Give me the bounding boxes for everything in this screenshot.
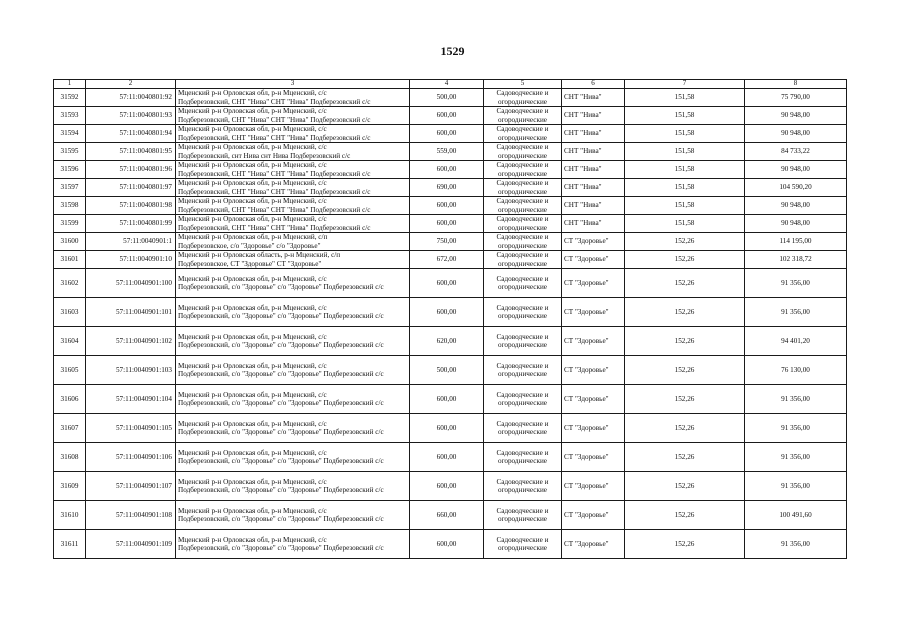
organization-cell: СТ "Здоровье" [562,298,625,327]
address-cell [176,327,410,356]
address-line-1: Мценский р-н Орловская обл, р-н Мценский, с/с [178,143,327,152]
rate-cell: 152,26 [625,472,745,501]
organization-cell: СТ "Здоровье" [562,501,625,530]
column-header-5: 5 [484,80,562,89]
rate-cell: 152,26 [625,233,745,251]
address-line-1: Мценский р-н Орловская обл, р-н Мценский, с/с [178,506,327,515]
land-use-line-1: Садоводческие и [496,477,549,486]
land-use-line-2: огороднические [498,241,547,250]
table-row [54,385,847,414]
organization-cell: СТ "Здоровье" [562,233,625,251]
cadastral-number-cell: 57:11:0040901:100 [86,269,176,298]
land-use-line-1: Садоводческие и [496,197,549,206]
row-number-cell: 31593 [54,107,86,125]
address-line-2: Подберезовский, СНТ "Нива" СНТ "Нива" Подберезовский с/с [178,187,371,196]
address-cell [176,179,410,197]
row-number-cell: 31596 [54,161,86,179]
rate-cell: 152,26 [625,251,745,269]
area-cell: 600,00 [410,414,484,443]
land-use-line-1: Садоводческие и [496,390,549,399]
cadastral-number-cell: 57:11:0040901:107 [86,472,176,501]
address-line-2: Подберезовский, с/о "Здоровье" с/о "Здоровье" Подберезовский с/с [178,283,384,291]
row-number-cell: 31610 [54,501,86,530]
row-number-cell: 31592 [54,89,86,107]
organization-cell: СТ "Здоровье" [562,414,625,443]
organization-cell: СНТ "Нива" [562,143,625,161]
area-cell: 600,00 [410,197,484,215]
row-number-cell: 31606 [54,385,86,414]
land-registry-table [53,79,847,559]
area-cell: 620,00 [410,327,484,356]
address-line-1: Мценский р-н Орловская обл, р-н Мценский, с/с [178,332,327,341]
cadastral-value-cell: 91 356,00 [745,298,847,327]
table-row [54,327,847,356]
cadastral-value-cell: 91 356,00 [745,530,847,559]
organization-cell: СНТ "Нива" [562,215,625,233]
table-row [54,530,847,559]
rate-cell: 151,58 [625,179,745,197]
table-row [54,472,847,501]
rate-cell: 151,58 [625,89,745,107]
row-number-cell: 31598 [54,197,86,215]
area-cell: 559,00 [410,143,484,161]
row-number-cell: 31609 [54,472,86,501]
cadastral-value-cell: 91 356,00 [745,414,847,443]
table-row [54,414,847,443]
area-cell: 600,00 [410,443,484,472]
table-row [54,298,847,327]
address-line-2: Подберезовский, с/о "Здоровье" с/о "Здоровье" Подберезовский с/с [178,486,384,494]
cadastral-number-cell: 57:11:0040901:101 [86,298,176,327]
land-use-line-1: Садоводческие и [496,89,549,98]
address-line-1: Мценский р-н Орловская обл, р-н Мценский, с/с [178,448,327,457]
address-line-1: Мценский р-н Орловская обл, р-н Мценский, с/с [178,125,327,134]
land-use-line-2: огороднические [498,259,547,268]
address-cell [176,233,410,251]
organization-cell: СНТ "Нива" [562,197,625,215]
cadastral-number-cell: 57:11:0040801:93 [86,107,176,125]
rate-cell: 151,58 [625,107,745,125]
table-row [54,125,847,143]
land-use-cell [484,89,562,107]
cadastral-value-cell: 90 948,00 [745,197,847,215]
address-line-2: Подберезовский, СНТ "Нива" СНТ "Нива" Подберезовский с/с [178,133,371,142]
land-use-line-1: Садоводческие и [496,161,549,170]
row-number-cell: 31597 [54,179,86,197]
area-cell: 600,00 [410,161,484,179]
land-use-line-1: Садоводческие и [496,179,549,188]
land-use-cell [484,179,562,197]
address-cell [176,125,410,143]
row-number-cell: 31602 [54,269,86,298]
land-use-line-2: огороднические [498,283,547,291]
land-use-cell [484,269,562,298]
area-cell: 500,00 [410,89,484,107]
address-line-1: Мценский р-н Орловская обл, р-н Мценский, с/с [178,390,327,399]
address-line-1: Мценский р-н Орловская обл, р-н Мценский, с/с [178,419,327,428]
address-line-1: Мценский р-н Орловская обл, р-н Мценский, с/с [178,161,327,170]
address-cell [176,298,410,327]
row-number-cell: 31611 [54,530,86,559]
cadastral-value-cell: 91 356,00 [745,472,847,501]
cadastral-number-cell: 57:11:0040901:103 [86,356,176,385]
address-cell [176,443,410,472]
column-header-7: 7 [625,80,745,89]
land-use-line-2: огороднические [498,97,547,106]
cadastral-value-cell: 76 130,00 [745,356,847,385]
address-line-2: Подберезовский, с/о "Здоровье" с/о "Здоровье" Подберезовский с/с [178,544,384,552]
column-header-3: 3 [176,80,410,89]
cadastral-number-cell: 57:11:0040901:105 [86,414,176,443]
cadastral-value-cell: 75 790,00 [745,89,847,107]
land-use-line-2: огороднические [498,187,547,196]
land-use-line-2: огороднические [498,341,547,349]
cadastral-number-cell: 57:11:0040901:106 [86,443,176,472]
rate-cell: 152,26 [625,269,745,298]
cadastral-value-cell: 94 401,20 [745,327,847,356]
row-number-cell: 31605 [54,356,86,385]
column-header-1: 1 [54,80,86,89]
address-cell [176,501,410,530]
land-use-line-1: Садоводческие и [496,143,549,152]
table-row [54,356,847,385]
table-row [54,161,847,179]
land-use-line-2: огороднические [498,205,547,214]
address-cell [176,107,410,125]
address-line-1: Мценский р-н Орловская обл, р-н Мценский, с/с [178,361,327,370]
table-row [54,197,847,215]
rate-cell: 151,58 [625,197,745,215]
organization-cell: СТ "Здоровье" [562,356,625,385]
land-use-line-2: огороднические [498,312,547,320]
land-use-cell [484,385,562,414]
land-use-line-1: Садоводческие и [496,251,549,260]
land-use-line-2: огороднические [498,486,547,494]
cadastral-value-cell: 104 590,20 [745,179,847,197]
organization-cell: СТ "Здоровье" [562,269,625,298]
organization-cell: СНТ "Нива" [562,161,625,179]
rate-cell: 152,26 [625,530,745,559]
rate-cell: 152,26 [625,501,745,530]
address-cell [176,251,410,269]
table-row [54,501,847,530]
address-line-1: Мценский р-н Орловская обл, р-н Мценский, с/п [178,233,328,242]
table-row [54,251,847,269]
address-line-2: Подберезовское, СТ "Здоровье" СТ "Здоровье" [178,259,322,268]
area-cell: 690,00 [410,179,484,197]
land-use-cell [484,472,562,501]
address-cell [176,414,410,443]
column-header-4: 4 [410,80,484,89]
rate-cell: 151,58 [625,161,745,179]
row-number-cell: 31594 [54,125,86,143]
address-line-2: Подберезовский, СНТ "Нива" СНТ "Нива" Подберезовский с/с [178,223,371,232]
organization-cell: СНТ "Нива" [562,179,625,197]
area-cell: 500,00 [410,356,484,385]
cadastral-number-cell: 57:11:0040901:10 [86,251,176,269]
cadastral-value-cell: 90 948,00 [745,107,847,125]
header-row [54,80,847,89]
area-cell: 600,00 [410,125,484,143]
rate-cell: 152,26 [625,414,745,443]
address-line-2: Подберезовский, с/о "Здоровье" с/о "Здоровье" Подберезовский с/с [178,457,384,465]
cadastral-number-cell: 57:11:0040901:104 [86,385,176,414]
table-row [54,269,847,298]
land-use-line-1: Садоводческие и [496,303,549,312]
area-cell: 600,00 [410,472,484,501]
address-line-1: Мценский р-н Орловская обл, р-н Мценский, с/с [178,107,327,116]
land-use-cell [484,215,562,233]
land-use-line-1: Садоводческие и [496,274,549,283]
land-use-line-2: огороднические [498,457,547,465]
row-number-cell: 31600 [54,233,86,251]
cadastral-number-cell: 57:11:0040801:98 [86,197,176,215]
land-use-line-2: огороднические [498,169,547,178]
cadastral-number-cell: 57:11:0040801:99 [86,215,176,233]
organization-cell: СТ "Здоровье" [562,327,625,356]
land-use-line-1: Садоводческие и [496,535,549,544]
address-line-1: Мценский р-н Орловская обл, р-н Мценский, с/с [178,535,327,544]
address-cell [176,385,410,414]
land-use-line-2: огороднические [498,151,547,160]
cadastral-value-cell: 91 356,00 [745,443,847,472]
row-number-cell: 31599 [54,215,86,233]
cadastral-value-cell: 100 491,60 [745,501,847,530]
address-line-2: Подберезовский, с/о "Здоровье" с/о "Здоровье" Подберезовский с/с [178,399,384,407]
address-line-1: Мценский р-н Орловская обл, р-н Мценский, с/с [178,274,327,283]
organization-cell: СТ "Здоровье" [562,385,625,414]
address-line-1: Мценский р-н Орловская обл, р-н Мценский, с/с [178,179,327,188]
cadastral-value-cell: 90 948,00 [745,125,847,143]
land-use-cell [484,197,562,215]
table-row [54,107,847,125]
land-use-line-2: огороднические [498,428,547,436]
land-use-line-1: Садоводческие и [496,215,549,224]
land-use-line-1: Садоводческие и [496,233,549,242]
cadastral-value-cell: 91 356,00 [745,385,847,414]
address-line-2: Подберезовский, СНТ "Нива" СНТ "Нива" Подберезовский с/с [178,169,371,178]
land-use-cell [484,251,562,269]
area-cell: 672,00 [410,251,484,269]
land-use-cell [484,161,562,179]
table-row [54,233,847,251]
row-number-cell: 31601 [54,251,86,269]
land-use-cell [484,501,562,530]
land-use-cell [484,414,562,443]
cadastral-number-cell: 57:11:0040901:102 [86,327,176,356]
address-cell [176,215,410,233]
address-line-2: Подберезовский, с/о "Здоровье" с/о "Здоровье" Подберезовский с/с [178,312,384,320]
table-row [54,89,847,107]
cadastral-number-cell: 57:11:0040801:94 [86,125,176,143]
cadastral-number-cell: 57:11:0040801:92 [86,89,176,107]
row-number-cell: 31595 [54,143,86,161]
column-header-8: 8 [745,80,847,89]
land-use-line-2: огороднические [498,133,547,142]
land-use-line-2: огороднические [498,515,547,523]
cadastral-value-cell: 114 195,00 [745,233,847,251]
cadastral-value-cell: 90 948,00 [745,215,847,233]
land-use-cell [484,143,562,161]
cadastral-number-cell: 57:11:0040801:97 [86,179,176,197]
land-use-line-1: Садоводческие и [496,448,549,457]
area-cell: 600,00 [410,269,484,298]
address-line-1: Мценский р-н Орловская обл, р-н Мценский, с/с [178,89,327,98]
land-use-cell [484,298,562,327]
table-row [54,443,847,472]
rate-cell: 152,26 [625,385,745,414]
cadastral-number-cell: 57:11:0040901:1 [86,233,176,251]
address-line-2: Подберезовский, СНТ "Нива" СНТ "Нива" Подберезовский с/с [178,97,371,106]
land-use-line-2: огороднические [498,115,547,124]
organization-cell: СТ "Здоровье" [562,251,625,269]
address-line-2: Подберезовский, СНТ "Нива" СНТ "Нива" Подберезовский с/с [178,205,371,214]
address-line-2: Подберезовский, СНТ "Нива" СНТ "Нива" Подберезовский с/с [178,115,371,124]
row-number-cell: 31604 [54,327,86,356]
cadastral-number-cell: 57:11:0040901:109 [86,530,176,559]
cadastral-value-cell: 91 356,00 [745,269,847,298]
rate-cell: 151,58 [625,143,745,161]
cadastral-number-cell: 57:11:0040801:96 [86,161,176,179]
land-use-cell [484,327,562,356]
organization-cell: СТ "Здоровье" [562,443,625,472]
area-cell: 600,00 [410,215,484,233]
address-cell [176,472,410,501]
address-cell [176,530,410,559]
row-number-cell: 31608 [54,443,86,472]
area-cell: 750,00 [410,233,484,251]
address-cell [176,89,410,107]
rate-cell: 151,58 [625,125,745,143]
organization-cell: СТ "Здоровье" [562,530,625,559]
cadastral-number-cell: 57:11:0040901:108 [86,501,176,530]
land-use-line-1: Садоводческие и [496,506,549,515]
address-line-2: Подберезовский, с/о "Здоровье" с/о "Здоровье" Подберезовский с/с [178,428,384,436]
area-cell: 600,00 [410,385,484,414]
address-cell [176,269,410,298]
rate-cell: 152,26 [625,443,745,472]
column-header-6: 6 [562,80,625,89]
cadastral-value-cell: 90 948,00 [745,161,847,179]
address-cell [176,143,410,161]
land-use-line-1: Садоводческие и [496,125,549,134]
land-use-cell [484,125,562,143]
address-cell [176,161,410,179]
land-use-cell [484,530,562,559]
address-line-1: Мценский р-н Орловская обл, р-н Мценский, с/с [178,215,327,224]
rate-cell: 152,26 [625,356,745,385]
row-number-cell: 31603 [54,298,86,327]
address-cell [176,356,410,385]
cadastral-value-cell: 102 318,72 [745,251,847,269]
land-use-line-1: Садоводческие и [496,419,549,428]
cadastral-number-cell: 57:11:0040801:95 [86,143,176,161]
land-use-cell [484,356,562,385]
land-use-line-1: Садоводческие и [496,107,549,116]
land-use-line-2: огороднические [498,399,547,407]
address-line-2: Подберезовский, с/о "Здоровье" с/о "Здоровье" Подберезовский с/с [178,341,384,349]
address-line-1: Мценский р-н Орловская обл, р-н Мценский, с/с [178,477,327,486]
area-cell: 600,00 [410,298,484,327]
address-line-2: Подберезовский, с/о "Здоровье" с/о "Здоровье" Подберезовский с/с [178,370,384,378]
area-cell: 660,00 [410,501,484,530]
land-use-cell [484,233,562,251]
land-use-line-1: Садоводческие и [496,361,549,370]
rate-cell: 152,26 [625,298,745,327]
land-use-line-2: огороднические [498,370,547,378]
address-line-2: Подберезовский, снт Нива снт Нива Подберезовский с/с [178,151,351,160]
organization-cell: СНТ "Нива" [562,107,625,125]
address-cell [176,197,410,215]
rate-cell: 151,58 [625,215,745,233]
table-body [54,89,847,559]
address-line-2: Подберезовское, с/о "Здоровье" с/о "Здоровье" [178,241,321,250]
organization-cell: СТ "Здоровье" [562,472,625,501]
organization-cell: СНТ "Нива" [562,89,625,107]
address-line-1: Мценский р-н Орловская обл, р-н Мценский, с/с [178,303,327,312]
table-row [54,143,847,161]
rate-cell: 152,26 [625,327,745,356]
land-use-line-1: Садоводческие и [496,332,549,341]
column-header-2: 2 [86,80,176,89]
address-line-2: Подберезовский, с/о "Здоровье" с/о "Здоровье" Подберезовский с/с [178,515,384,523]
table-row [54,215,847,233]
land-use-cell [484,443,562,472]
land-use-cell [484,107,562,125]
cadastral-value-cell: 84 733,22 [745,143,847,161]
table-row [54,179,847,197]
address-line-1: Мценский р-н Орловская область, р-н Мценский, с/п [178,251,341,260]
page-number: 1529 [440,44,465,58]
land-use-line-2: огороднические [498,223,547,232]
row-number-cell: 31607 [54,414,86,443]
land-use-line-2: огороднические [498,544,547,552]
area-cell: 600,00 [410,107,484,125]
area-cell: 600,00 [410,530,484,559]
address-line-1: Мценский р-н Орловская обл, р-н Мценский, с/с [178,197,327,206]
organization-cell: СНТ "Нива" [562,125,625,143]
